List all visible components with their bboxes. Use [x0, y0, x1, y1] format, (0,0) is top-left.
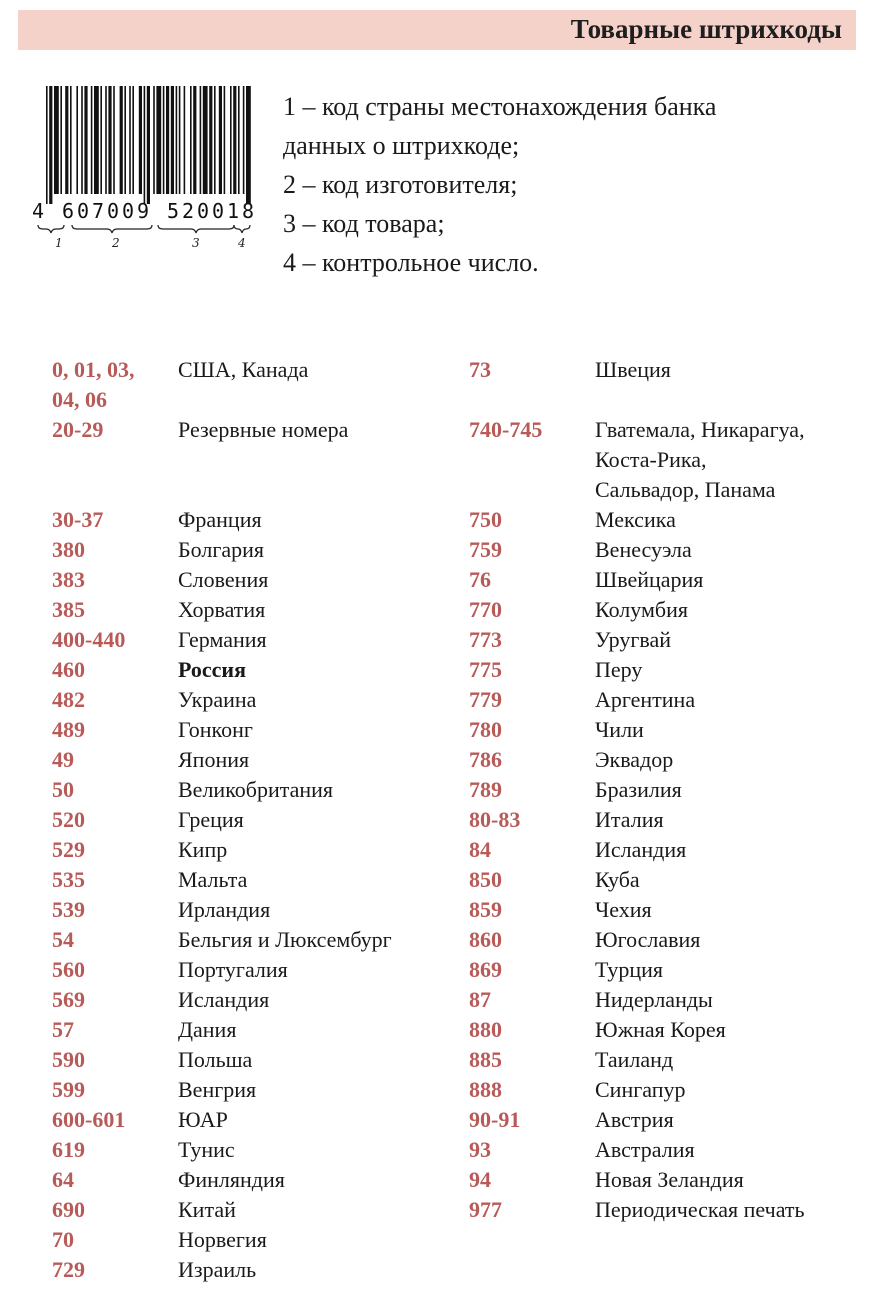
- country-code: 76: [469, 567, 491, 592]
- country-code-row: [52, 1165, 452, 1195]
- barcode-bar: [108, 86, 111, 194]
- country-name: Коста-Рика,: [595, 447, 707, 472]
- barcode-bar: [100, 86, 102, 194]
- brace-4: [234, 225, 250, 233]
- barcode-bar: [132, 86, 134, 194]
- country-name: Франция: [178, 507, 262, 532]
- barcode-bar: [193, 86, 196, 194]
- country-code-row: [52, 715, 452, 745]
- country-code-row: [52, 985, 452, 1015]
- barcode-bar: [238, 86, 240, 194]
- country-name: Венгрия: [178, 1077, 257, 1102]
- barcode-illustration: [30, 82, 262, 257]
- country-code-row: [469, 955, 859, 985]
- country-code: 729: [52, 1257, 85, 1282]
- country-code-row: [52, 1105, 452, 1135]
- barcode-bar: [54, 86, 59, 194]
- country-code-row: [469, 1165, 859, 1195]
- country-name: Израиль: [178, 1257, 257, 1282]
- country-name: Сальвадор, Панама: [595, 477, 776, 502]
- country-code: 70: [52, 1227, 74, 1252]
- country-name: Швейцария: [595, 567, 704, 592]
- country-code-row: [52, 1045, 452, 1075]
- country-name: Мальта: [178, 867, 248, 892]
- country-code: 73: [469, 357, 491, 382]
- country-code-row: [469, 355, 859, 415]
- country-code-row: [469, 985, 859, 1015]
- legend-line: 2 – код изготовителя;: [283, 170, 518, 199]
- country-code-row: [52, 895, 452, 925]
- country-code-row: [469, 865, 859, 895]
- country-name: Периодическая печать: [595, 1197, 805, 1222]
- country-name: Греция: [178, 807, 244, 832]
- barcode-bar: [224, 86, 226, 194]
- country-name: [178, 475, 452, 505]
- barcode-bar: [46, 86, 48, 204]
- country-code-row: [52, 685, 452, 715]
- country-code-row: [52, 355, 452, 415]
- country-name: Венесуэла: [595, 537, 692, 562]
- barcode-bar: [70, 86, 72, 194]
- country-code: 779: [469, 687, 502, 712]
- country-code: 64: [52, 1167, 74, 1192]
- country-code: 860: [469, 927, 502, 952]
- legend-line: данных о штрихкоде;: [283, 131, 520, 160]
- barcode-bar: [163, 86, 165, 194]
- country-name: Швеция: [595, 357, 671, 382]
- country-code: 57: [52, 1017, 74, 1042]
- country-name: Исландия: [595, 837, 687, 862]
- barcode-bar: [91, 86, 93, 194]
- country-name: Куба: [595, 867, 640, 892]
- barcode-bar: [156, 86, 161, 194]
- country-name: Дания: [178, 1017, 237, 1042]
- country-code: 619: [52, 1137, 85, 1162]
- country-name: Чили: [595, 717, 644, 742]
- country-code: 20-29: [52, 417, 104, 442]
- barcode-bar: [81, 86, 83, 194]
- country-code: 780: [469, 717, 502, 742]
- country-code: 90-91: [469, 1107, 521, 1132]
- barcode-bar: [203, 86, 208, 194]
- country-code: 94: [469, 1167, 491, 1192]
- country-name: Китай: [178, 1197, 236, 1222]
- country-code: 539: [52, 897, 85, 922]
- country-code: 885: [469, 1047, 502, 1072]
- country-name: Япония: [178, 747, 250, 772]
- country-name: Кипр: [178, 837, 228, 862]
- country-name: Германия: [178, 627, 267, 652]
- country-code-row: [469, 715, 859, 745]
- legend-line: 3 – код товара;: [283, 209, 445, 238]
- country-name: Югославия: [595, 927, 701, 952]
- country-code: 770: [469, 597, 502, 622]
- country-code: 50: [52, 777, 74, 802]
- barcode-bar: [184, 86, 186, 194]
- country-code: 489: [52, 717, 85, 742]
- barcode-bar: [76, 86, 78, 194]
- barcode-bar: [120, 86, 123, 194]
- barcode-bar: [144, 86, 146, 204]
- barcode-bar: [230, 86, 232, 194]
- country-code: 869: [469, 957, 502, 982]
- barcode-bar: [105, 86, 107, 194]
- country-code-row: [469, 1045, 859, 1075]
- country-code-row: [52, 745, 452, 775]
- country-code-row: [469, 535, 859, 565]
- country-code-row: [469, 565, 859, 595]
- country-name: США, Канада: [178, 357, 309, 382]
- country-code: 0, 01, 03, 04, 06: [52, 357, 135, 412]
- barcode-bar: [113, 86, 115, 194]
- country-code-row: [469, 415, 859, 505]
- country-name: [595, 385, 859, 415]
- country-code: 773: [469, 627, 502, 652]
- barcode-bar: [233, 86, 236, 194]
- country-code-row: [469, 505, 859, 535]
- country-code: 750: [469, 507, 502, 532]
- country-code-row: [52, 415, 452, 505]
- country-code: 380: [52, 537, 85, 562]
- country-name: Таиланд: [595, 1047, 674, 1072]
- country-code: 600-601: [52, 1107, 126, 1132]
- country-code-row: [52, 775, 452, 805]
- country-code-row: [469, 655, 859, 685]
- country-code: 93: [469, 1137, 491, 1162]
- barcode-bar: [209, 86, 212, 194]
- country-code-row: [52, 595, 452, 625]
- country-code-row: [469, 1135, 859, 1165]
- country-code-row: [469, 775, 859, 805]
- country-name: Бельгия и Люксембург: [178, 927, 392, 952]
- country-code-row: [469, 925, 859, 955]
- country-code: 740-745: [469, 417, 543, 442]
- country-code: 888: [469, 1077, 502, 1102]
- country-code: 786: [469, 747, 502, 772]
- country-name: Чехия: [595, 897, 652, 922]
- country-code-row: [52, 925, 452, 955]
- country-code-row: [469, 835, 859, 865]
- country-name: Италия: [595, 807, 664, 832]
- country-name: Тунис: [178, 1137, 235, 1162]
- country-code-row: [52, 805, 452, 835]
- country-name: Уругвай: [595, 627, 672, 652]
- country-name: Эквадор: [595, 747, 674, 772]
- country-code: 87: [469, 987, 491, 1012]
- barcode-bar: [60, 86, 62, 194]
- country-code: 859: [469, 897, 502, 922]
- country-name: Великобритания: [178, 777, 334, 802]
- barcode-legend: [283, 87, 853, 282]
- country-code: 460: [52, 657, 85, 682]
- legend-line: 1 – код страны местонахождения банка: [283, 92, 717, 121]
- country-name: Турция: [595, 957, 664, 982]
- country-code-row: [52, 625, 452, 655]
- country-code: 400-440: [52, 627, 126, 652]
- group-label-2: 2: [112, 236, 120, 250]
- country-code-row: [52, 955, 452, 985]
- country-code-row: [52, 1135, 452, 1165]
- country-name: Португалия: [178, 957, 288, 982]
- country-code-row: [52, 1255, 452, 1285]
- country-name: Австрия: [595, 1107, 674, 1132]
- brace-3: [158, 225, 234, 233]
- barcode-bar: [219, 86, 222, 194]
- barcode-bar: [176, 86, 178, 194]
- barcode-bar: [65, 86, 68, 194]
- barcode-bar: [190, 86, 192, 194]
- country-name: Словения: [178, 567, 269, 592]
- group-label-4: 4: [238, 236, 246, 250]
- barcode-bar: [129, 86, 131, 194]
- country-name: Австралия: [595, 1137, 695, 1162]
- country-name: Новая Зеландия: [595, 1167, 744, 1192]
- country-code-row: [469, 1195, 859, 1225]
- country-code: 385: [52, 597, 85, 622]
- barcode-bars: [46, 86, 251, 204]
- country-code-row: [52, 835, 452, 865]
- country-code: 850: [469, 867, 502, 892]
- country-name: Сингапур: [595, 1077, 686, 1102]
- barcode-bar: [246, 86, 251, 204]
- country-code: 775: [469, 657, 502, 682]
- country-code-row: [469, 895, 859, 925]
- barcode-bar: [94, 86, 99, 194]
- country-code: 599: [52, 1077, 85, 1102]
- country-code: 880: [469, 1017, 502, 1042]
- country-name: Колумбия: [595, 597, 688, 622]
- country-code-row: [469, 745, 859, 775]
- country-code: 49: [52, 747, 74, 772]
- country-code-row: [469, 625, 859, 655]
- country-name: Россия: [178, 657, 246, 682]
- country-name: Гонконг: [178, 717, 253, 742]
- country-code-row: [52, 865, 452, 895]
- barcode-bar: [139, 86, 142, 194]
- country-codes-left-column: [52, 355, 452, 1285]
- country-name: Болгария: [178, 537, 265, 562]
- country-code: 80-83: [469, 807, 521, 832]
- country-name: Аргентина: [595, 687, 696, 712]
- country-name: Исландия: [178, 987, 270, 1012]
- country-name: Нидерланды: [595, 987, 713, 1012]
- country-code-row: [52, 1015, 452, 1045]
- country-code: 535: [52, 867, 85, 892]
- barcode-bar: [166, 86, 169, 194]
- barcode-bar: [84, 86, 87, 194]
- group-label-3: 3: [192, 236, 200, 250]
- country-code-row: [52, 655, 452, 685]
- country-name: Южная Корея: [595, 1017, 726, 1042]
- country-code: 520: [52, 807, 85, 832]
- country-code: 789: [469, 777, 502, 802]
- country-code-row: [52, 505, 452, 535]
- country-code: 690: [52, 1197, 85, 1222]
- barcode-bar: [49, 86, 52, 204]
- country-code-row: [52, 565, 452, 595]
- country-code-row: [469, 595, 859, 625]
- country-code: 383: [52, 567, 85, 592]
- barcode-braces: [38, 225, 250, 233]
- country-code-row: [469, 685, 859, 715]
- legend-line: 4 – контрольное число.: [283, 248, 539, 277]
- country-code-row: [52, 1225, 452, 1255]
- country-code: 84: [469, 837, 491, 862]
- country-name: Финляндия: [178, 1167, 285, 1192]
- country-name: [178, 385, 452, 415]
- barcode-bar: [171, 86, 174, 194]
- barcode-bar: [214, 86, 216, 194]
- country-code: 977: [469, 1197, 502, 1222]
- country-name: Гватемала, Никарагуа,: [595, 417, 805, 442]
- country-name: Перу: [595, 657, 643, 682]
- country-name: Норвегия: [178, 1227, 267, 1252]
- page-title: Товарные штрихкоды: [570, 14, 842, 44]
- country-code-row: [469, 1105, 859, 1135]
- country-name: Украина: [178, 687, 257, 712]
- country-code: 759: [469, 537, 502, 562]
- country-code: 529: [52, 837, 85, 862]
- barcode-bar: [200, 86, 202, 194]
- brace-2: [72, 225, 152, 233]
- barcode-bar: [243, 86, 245, 194]
- country-name: [178, 445, 452, 475]
- country-name: Польша: [178, 1047, 253, 1072]
- country-code: 590: [52, 1047, 85, 1072]
- country-codes-right-column: [469, 355, 859, 1225]
- country-name: Ирландия: [178, 897, 271, 922]
- country-name: Резервные номера: [178, 417, 349, 442]
- group-label-1: 1: [55, 236, 63, 250]
- country-code-row: [469, 805, 859, 835]
- country-code-row: [52, 535, 452, 565]
- country-code: 569: [52, 987, 85, 1012]
- brace-1: [38, 225, 64, 233]
- country-code-row: [52, 1195, 452, 1225]
- country-name: Хорватия: [178, 597, 266, 622]
- barcode-bar: [124, 86, 126, 194]
- country-code: 482: [52, 687, 85, 712]
- country-name: Мексика: [595, 507, 676, 532]
- header-bar: [18, 10, 856, 50]
- country-code-row: [52, 1075, 452, 1105]
- barcode-digits: 4 607009 520018: [32, 199, 254, 223]
- country-code: 30-37: [52, 507, 104, 532]
- barcode-bar: [179, 86, 181, 194]
- barcode-bar: [147, 86, 150, 204]
- country-code-row: [469, 1075, 859, 1105]
- country-name: ЮАР: [178, 1107, 228, 1132]
- barcode-bar: [153, 86, 155, 194]
- country-code-row: [469, 1015, 859, 1045]
- country-name: Бразилия: [595, 777, 682, 802]
- country-code: 54: [52, 927, 74, 952]
- country-code: 560: [52, 957, 85, 982]
